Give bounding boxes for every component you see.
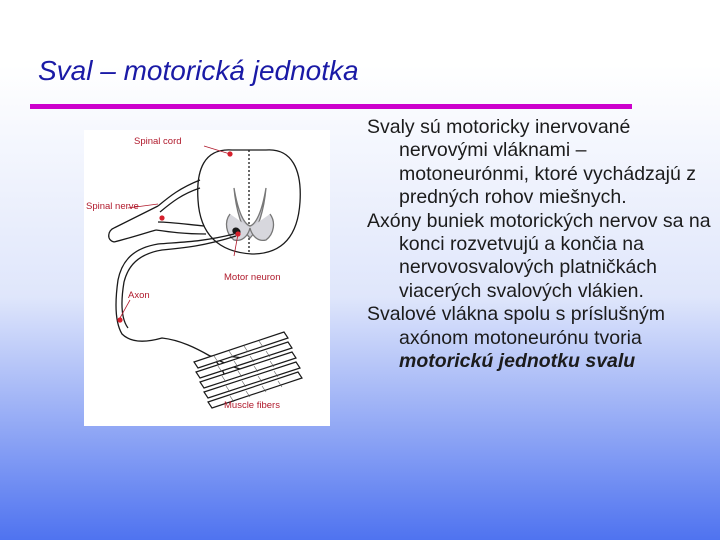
spinal-cord-marker-dot <box>227 151 232 156</box>
label-spinal-cord: Spinal cord <box>134 136 182 147</box>
slide-title: Sval – motorická jednotka <box>38 55 359 86</box>
label-motor-neuron: Motor neuron <box>224 272 281 283</box>
spinal-nerve-marker-dot <box>159 215 164 220</box>
paragraph-3-text: Svalové vlákna spolu s príslušným axónom motoneurónu tvoria <box>367 303 666 349</box>
title-underline <box>30 104 632 109</box>
paragraph-3 <box>367 303 719 373</box>
label-axon: Axon <box>128 290 150 301</box>
paragraph-2: Axóny buniek motorických nervov sa na konci rozvetvujú a končia na nervovosvalových platničkách viacerých svalových vlákien. <box>367 209 711 302</box>
motor-neuron-marker-dot <box>235 231 240 236</box>
label-spinal-nerve: Spinal nerve <box>86 201 139 212</box>
muscle-fibers <box>194 332 302 408</box>
emphasized-term: motorickú jednotku svalu <box>399 350 636 373</box>
axon-marker-dot <box>117 317 122 322</box>
label-muscle-fibers: Muscle fibers <box>224 400 280 411</box>
body-text <box>367 116 719 373</box>
motor-unit-diagram <box>84 130 330 426</box>
paragraph-1: Svaly sú motoricky inervované nervovými vláknami – motoneurónmi, ktoré vychádzajú z predných rohov miešnych. <box>367 116 696 209</box>
